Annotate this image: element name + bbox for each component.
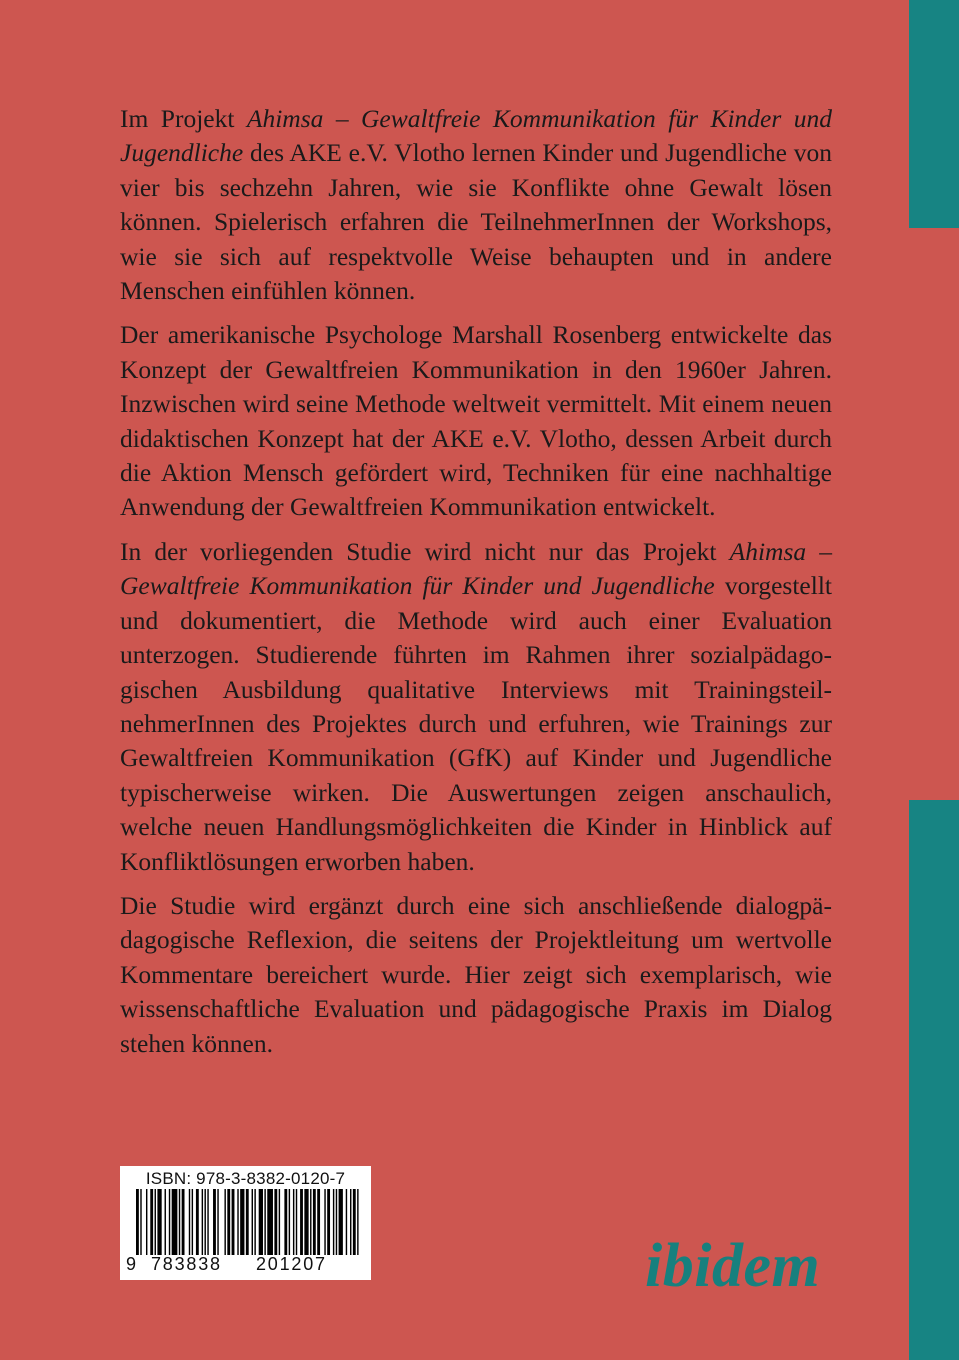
barcode-bar: [237, 1189, 238, 1255]
text-run: des AKE e.V. Vlotho lernen Kinder und Jugendliche von vier bis sechzehn Jahren, wie sie Konflikte ohne Gewalt lösen können. Spielerisch erfahren die TeilnehmerInnen der Workshops, wie sie sich auf respektvolle Weise behaupten und in andere Menschen einfühlen können.: [120, 138, 832, 306]
barcode-bar: [267, 1189, 273, 1255]
barcode-bar: [157, 1189, 161, 1255]
barcode-bar: [150, 1189, 153, 1255]
teal-accent-bar-bottom: [909, 800, 959, 1360]
barcode-bar: [146, 1189, 147, 1255]
barcode-bar: [357, 1189, 358, 1255]
barcode-bar: [336, 1189, 337, 1255]
barcode-bar: [140, 1189, 141, 1255]
barcode-bar: [213, 1189, 216, 1255]
barcode-bar: [232, 1189, 235, 1255]
barcode-bar: [313, 1189, 316, 1255]
barcode-bar: [217, 1189, 218, 1255]
barcode-bar: [240, 1189, 244, 1255]
barcode-bar: [304, 1189, 308, 1255]
barcode-bar: [339, 1189, 343, 1255]
blurb-paragraph-2: [120, 318, 832, 524]
blurb-paragraph-4: [120, 889, 832, 1061]
barcode-bar: [227, 1189, 230, 1255]
barcode-bar: [155, 1189, 156, 1255]
text-run: In der vorliegenden Studie wird nicht nur das Projekt: [120, 536, 730, 566]
barcode-bar: [224, 1189, 225, 1255]
barcode-bar: [202, 1189, 203, 1255]
barcode-bar: [136, 1189, 139, 1255]
barcode-bar: [165, 1189, 166, 1255]
barcode-bar: [252, 1189, 253, 1255]
barcode-bar: [172, 1189, 178, 1255]
barcode-bar: [264, 1189, 265, 1255]
barcode-bar: [327, 1189, 330, 1255]
barcode-bar: [274, 1189, 277, 1255]
barcode-bar: [207, 1189, 208, 1255]
barcode-bar: [333, 1189, 334, 1255]
text-run: vorgestellt und dokumentiert, die Methode wird auch einer Evaluation unterzogen. Studierende führten im Rahmen ihrer sozialpädagogischen Ausbildung qualitative Interviews mit TrainingsteilnehmerInnen des Projektes durch und erfuhren, wie Trainings zur Gewaltfreien Kommunikation (GfK) auf Kinder und Jugendliche typischerweise wirken. Die Auswertungen zeigen anschaulich, welche neuen Handlungsmöglichkeiten die Kinder in Hinblick auf Konfliktlösungen erworben haben.: [120, 571, 832, 876]
barcode-bars: [136, 1189, 360, 1255]
barcode-bar: [310, 1189, 311, 1255]
text-run: Der amerikanische Psychologe Marshall Rosenberg entwickelte das Konzept der Gewaltfreien Kommunikation in den 1960er Jahren. Inzwischen wird seine Methode weltweit vermittelt. Mit einem neuen didaktischen Konzept hat der AKE e.V. Vlotho, dessen Arbeit durch die Aktion Mensch gefördert wird, Techniken für eine nachhaltige Anwendung der Gewaltfreien Kommunikation entwickelt.: [120, 320, 832, 522]
barcode-bar: [279, 1189, 280, 1255]
barcode-bar: [192, 1189, 193, 1255]
barcode-bar: [182, 1189, 185, 1255]
barcode-bar: [204, 1189, 205, 1255]
isbn-barcode: [120, 1166, 371, 1280]
back-cover-blurb: [120, 102, 832, 1071]
barcode-bar: [296, 1189, 297, 1255]
ean-left-group: 783838: [151, 1254, 222, 1274]
barcode-bar: [189, 1189, 190, 1255]
barcode-bar: [300, 1189, 303, 1255]
barcode-bar: [293, 1189, 294, 1255]
barcode-bar: [169, 1189, 170, 1255]
blurb-paragraph-1: [120, 102, 832, 308]
barcode-bar: [324, 1189, 325, 1255]
ean-right-group: 201207: [256, 1254, 327, 1274]
italic-title-run: Ahimsa – Gewaltfreie Kommunikation für Kinder und Jugendliche: [120, 536, 833, 601]
barcode-bar: [353, 1189, 356, 1255]
publisher-logo: ibidem: [645, 1232, 821, 1300]
barcode-bar: [284, 1189, 287, 1255]
barcode-bar: [350, 1189, 351, 1255]
barcode-bar: [346, 1189, 347, 1255]
text-run: Die Studie wird ergänzt durch eine sich anschließende dialogpädagogische Reflexion, die seitens der Projektleitung um wertvolle Kommentare bereichert wurde. Hier zeigt sich exemplarisch, wie wissenschaftliche Evaluation und pädagogische Praxis im Dialog stehen können.: [120, 890, 832, 1058]
text-run: Im Projekt: [120, 104, 247, 133]
barcode-bar: [254, 1189, 255, 1255]
barcode-bar: [259, 1189, 263, 1255]
italic-title-run: Ahimsa – Gewaltfreie Kommunikation für Kinder und Jugendliche: [120, 104, 832, 168]
barcode-bar: [196, 1189, 199, 1255]
ean-first-digit: 9: [126, 1254, 138, 1274]
barcode-bar: [317, 1189, 320, 1255]
teal-accent-bar-top: [909, 0, 959, 228]
barcode-bar: [179, 1189, 180, 1255]
blurb-paragraph-3: [120, 535, 832, 879]
barcode-bar: [289, 1189, 290, 1255]
barcode-bar: [246, 1189, 249, 1255]
isbn-label: ISBN: 978-3-8382-0120-7: [145, 1169, 346, 1188]
